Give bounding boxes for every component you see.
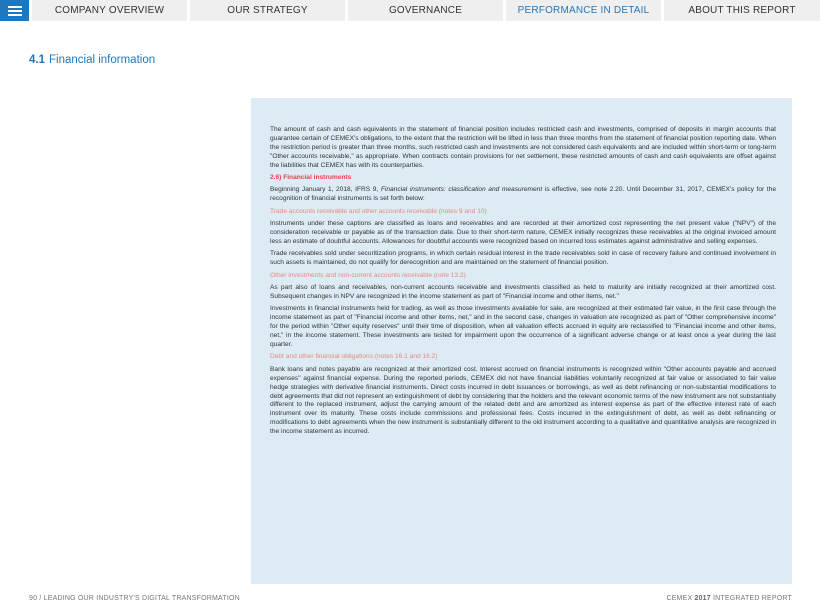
paragraph-other-1: As part also of loans and receivables, non-current accounts receivable and investments classified as held to maturity are initially recognized at their amortized cost. Subsequent changes in NPV are recognized in the income statement as part of "Financial income and other items, net." [270,284,776,300]
footer-page-label: 90 / LEADING OUR INDUSTRY'S DIGITAL TRANSFORMATION [29,595,240,602]
footer-report-title [620,595,792,602]
tab-company-overview[interactable]: COMPANY OVERVIEW [32,0,187,21]
tab-about-this-report[interactable]: ABOUT THIS REPORT [664,0,820,21]
paragraph-debt: Bank loans and notes payable are recognized at their amortized cost. Interest accrued on financial instruments is recognized within "Other accounts payable and accrued expenses" against financial expense. During the reported periods, CEMEX did not have financial liabilities voluntarily recognized at fair value or associated to fair value hedge strategies with derivative financial instruments. Direct costs incurred in debt issuances or borrowings, as well as debt refinancing or non-substantial modifications to debt agreements that did not represent an extinguishment of debt by considering that the holders and the relevant economic terms of the new instrument are not substantially different to the replaced instrument, adjust the carrying amount of the related debt and are amortized as interest expense as part of the effective interest rate of each instrument over its maturity. These costs include commissions and professional fees. Costs incurred in the extinguishment of debt, as well as debt refinancing or modifications to debt agreements when the new instrument is substantially different to the old instrument according to a qualitative and quantitative analysis are recognized in the income statement as incurred. [270,365,776,436]
body-text [270,126,776,441]
heading-debt: Debt and other financial obligations (notes 16.1 and 16.2) [270,353,438,361]
tab-performance-in-detail[interactable]: PERFORMANCE IN DETAIL [506,0,661,21]
tab-governance[interactable]: GOVERNANCE [348,0,503,21]
fi-text-2: is effective, see note 2.20. Until December 31, 2017, CEMEX's policy for the recognition of financial instruments is set forth below: [270,186,776,203]
paragraph-financial-instruments [270,186,776,204]
top-navigation [0,0,820,21]
heading-trade-receivables: Trade accounts receivable and other accounts receivable (notes 9 and 10) [270,207,487,215]
hamburger-menu-icon[interactable] [0,0,29,21]
fi-text-italic: Financial instruments: classification and measurement [380,186,543,194]
footer-report-name: INTEGRATED REPORT [710,595,792,602]
paragraph-trade-2: Trade receivables sold under securitization programs, in which certain residual interest in the trade receivables sold in case of recovery failure and continued involvement in such assets is maintained, do not qualify for derecognition and are maintained on the statement of financial position. [270,250,776,267]
heading-other-investments: Other investments and non-current accounts receivable (note 13.2) [270,271,466,279]
paragraph-other-2: Investments in financial instruments held for trading, as well as those investments available for sale, are recognized at their estimated fair value, in the first case through the income statement as part of "Financial income and other items, net," and in the second case, changes in valuation are recognized as part of "Other comprehensive income" for the period within "Other equity reserves" until their time of disposition, when all valuation effects accrued in equity are reclassified to "Financial income and other items, net," in the income statement. These investments are tested for impairment upon the occurrence of a significant adverse change or at least once a year during the last quarter. [270,305,776,349]
fi-text-1: Beginning January 1, 2018, IFRS 9, [270,186,381,194]
footer-brand: CEMEX [666,595,695,602]
heading-financial-instruments: 2.6) Financial instruments [270,174,352,182]
section-number: 4.1 [29,54,45,66]
footer-year: 2017 [694,595,711,602]
paragraph-intro: The amount of cash and cash equivalents in the statement of financial position includes restricted cash and investments, comprised of deposits in margin accounts that guarantee certain of CEMEX's obligations, to the extent that the restriction will be lifted in less than three months from the statement of financial position reporting date. When the restriction period is greater than three months, such restricted cash and investments are not considered cash equivalents and are included within short-term or long-term "Other accounts receivable," as appropriate. When contracts contain provisions for net settlement, these restricted amounts of cash and cash equivalents are offset against the liabilities that CEMEX has with its counterparties. [270,126,776,169]
section-title [29,54,155,66]
tab-our-strategy[interactable]: OUR STRATEGY [190,0,345,21]
section-heading: Financial information [49,54,156,66]
paragraph-trade-1: Instruments under these captions are classified as loans and receivables and are recorded at their amortized cost representing the net present value ("NPV") of the consideration receivable or payable as of the transaction date. Due to their short-term nature, CEMEX initially recognizes these receivables at the original invoiced amount less an estimate of doubtful accounts. Allowances for doubtful accounts were recognized based on incurred loss estimates against administrative and selling expenses. [270,220,776,245]
